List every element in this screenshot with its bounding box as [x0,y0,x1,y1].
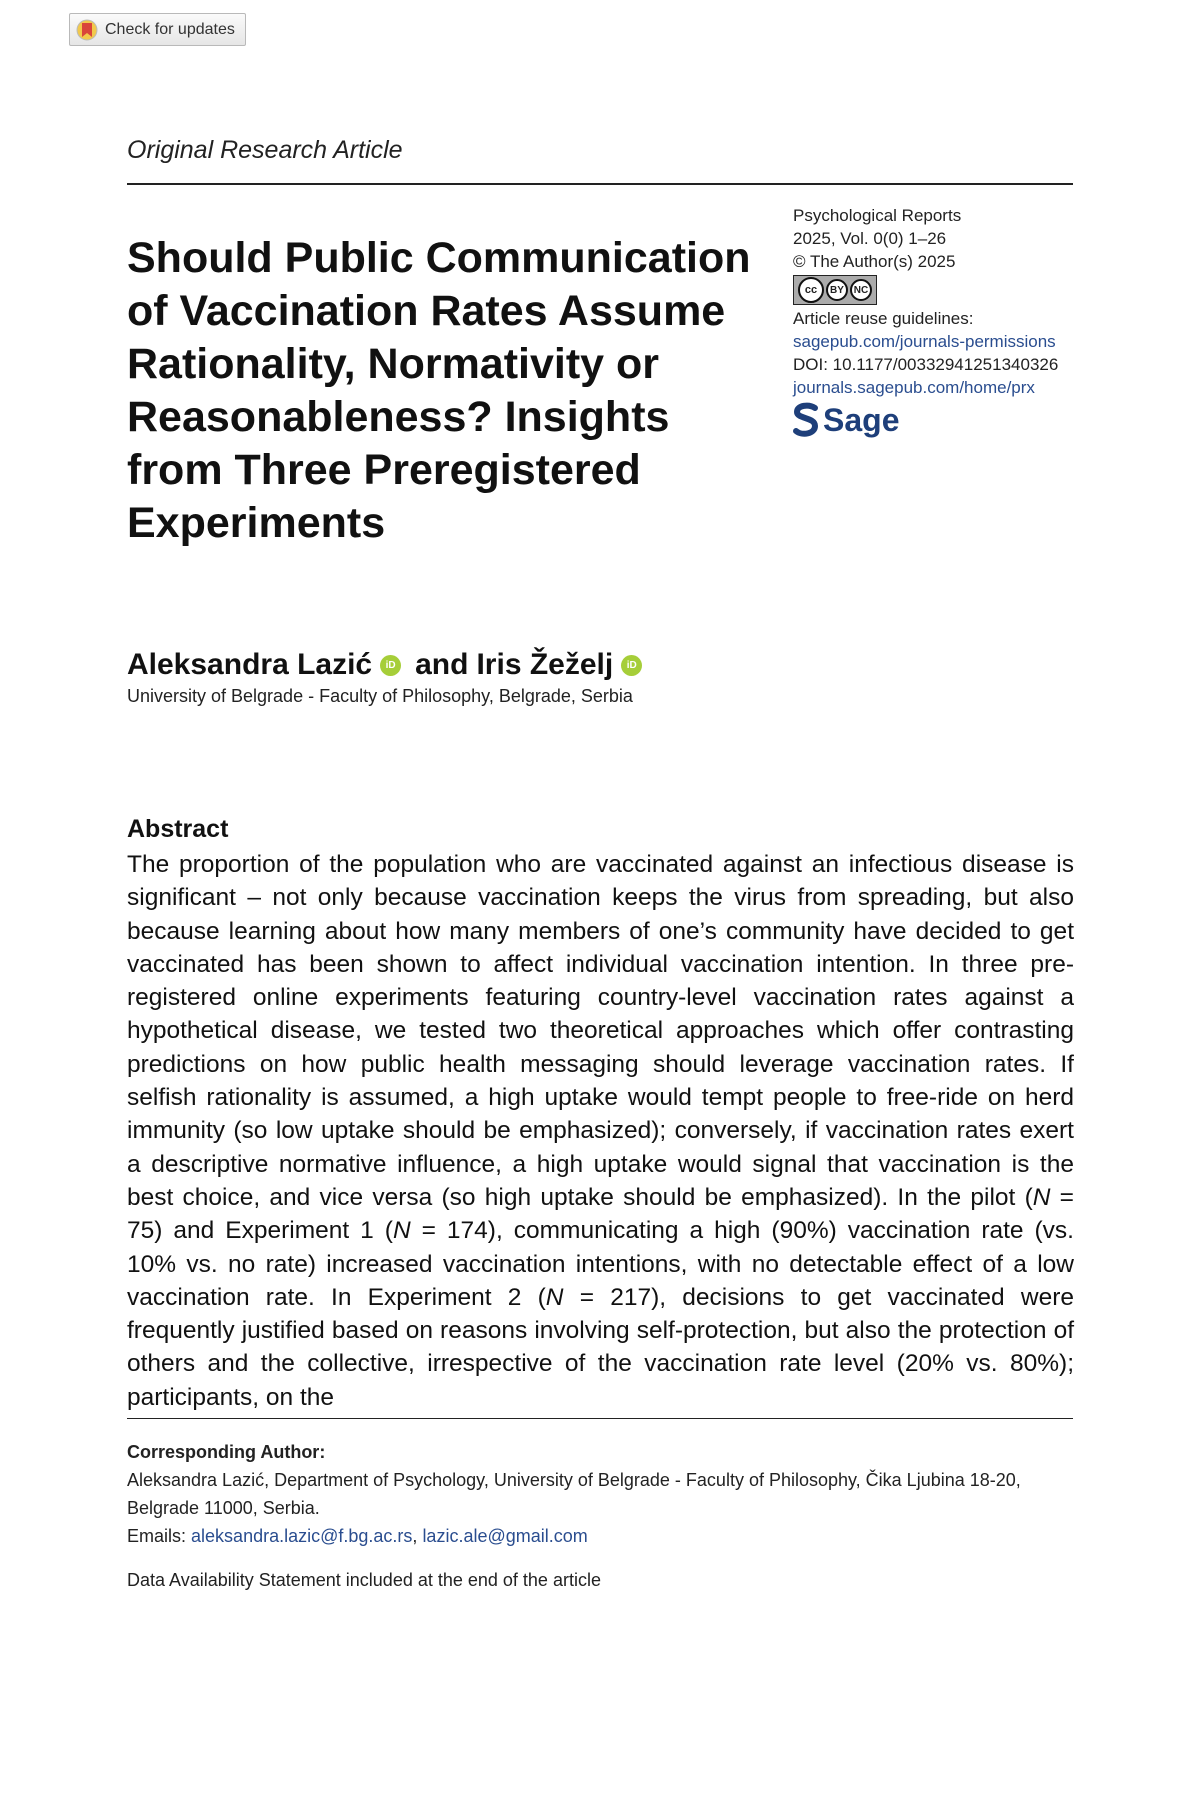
emails-line: Emails: aleksandra.lazic@f.bg.ac.rs, lazic.ale@gmail.com [127,1526,588,1546]
reuse-label: Article reuse guidelines: [793,309,974,328]
orcid-icon[interactable]: iD [621,655,642,676]
email-link-2[interactable]: lazic.ale@gmail.com [422,1526,588,1546]
crossmark-icon [76,19,98,41]
header-divider [127,183,1073,185]
sage-s-icon [793,403,819,437]
emails-label: Emails: [127,1526,187,1546]
check-for-updates-label: Check for updates [105,20,235,38]
sage-logo[interactable] [793,403,1093,437]
cc-by-nc-icon[interactable] [793,275,877,305]
author-affiliation: University of Belgrade - Faculty of Philosophy, Belgrade, Serbia [127,686,633,706]
corresponding-author-address: Aleksandra Lazić, Department of Psychology, University of Belgrade - Faculty of Philosophy, Čika Ljubina 18-20, Belgrade 11000, Serbia. [127,1470,1021,1518]
author-name-2: Iris Žeželj [476,648,614,681]
journal-volume: 2025, Vol. 0(0) 1–26 [793,229,947,248]
check-for-updates-button[interactable] [69,13,246,46]
author-name-1: Aleksandra Lazić [127,648,373,681]
abstract-body: The proportion of the population who are vaccinated against an infectious disease is significant – not only because vaccination keeps the virus from spreading, but also because learning about how many members of one’s community have decided to get vaccinated has been shown to affect individual vaccination intention. In three pre-registered online experiments featuring country-level vaccination rates against a hypothetical disease, we tested two theoretical approaches which offer contrasting predictions on how public health messaging should leverage vaccination rates. If selfish rationality is assumed, a high uptake would tempt people to free-ride on herd immunity (so low uptake should be emphasized); conversely, if vaccination rates exert a descriptive normative influence, a high uptake would signal that vaccination is the best choice, and vice versa (so high uptake should be emphasized). In the pilot (N = 75) and Experiment 1 (N = 174), communicating a high (90%) vaccination rate (vs. 10% vs. no rate) increased vaccination intentions, with no detectable effect of a low vaccination rate. In Experiment 2 (N = 217), decisions to get vaccinated were frequently justified based on reasons involving self-protection, but also the protection of others and the collective, irrespective of the vaccination rate level (20% vs. 80%); participants, on the [127,851,1074,1411]
author-line [127,648,648,682]
journal-info [793,204,1093,437]
sage-logo-text: Sage [823,401,900,438]
data-availability-statement: Data Availability Statement included at the end of the article [127,1570,601,1590]
nc-icon: NC [850,279,872,301]
by-icon: BY [826,279,848,301]
footnote-divider [127,1418,1073,1419]
journal-copyright: © The Author(s) 2025 [793,252,956,271]
article-type: Original Research Article [127,136,403,164]
reuse-link[interactable]: sagepub.com/journals-permissions [793,332,1056,351]
orcid-icon[interactable]: iD [380,655,401,676]
article-title: Should Public Communication of Vaccination Rates Assume Rationality, Normativity or Reasonableness? Insights from Three Preregistered Experiments [127,234,751,547]
journal-home-link[interactable]: journals.sagepub.com/home/prx [793,378,1035,397]
corresponding-author-heading: Corresponding Author: [127,1442,326,1462]
email-link-1[interactable]: aleksandra.lazic@f.bg.ac.rs [191,1526,413,1546]
doi: DOI: 10.1177/00332941251340326 [793,355,1059,374]
journal-name: Psychological Reports [793,206,962,225]
author-connector: and [415,648,469,681]
cc-icon: cc [798,277,824,303]
abstract-heading: Abstract [127,815,229,843]
article-footnotes [127,1438,1087,1594]
